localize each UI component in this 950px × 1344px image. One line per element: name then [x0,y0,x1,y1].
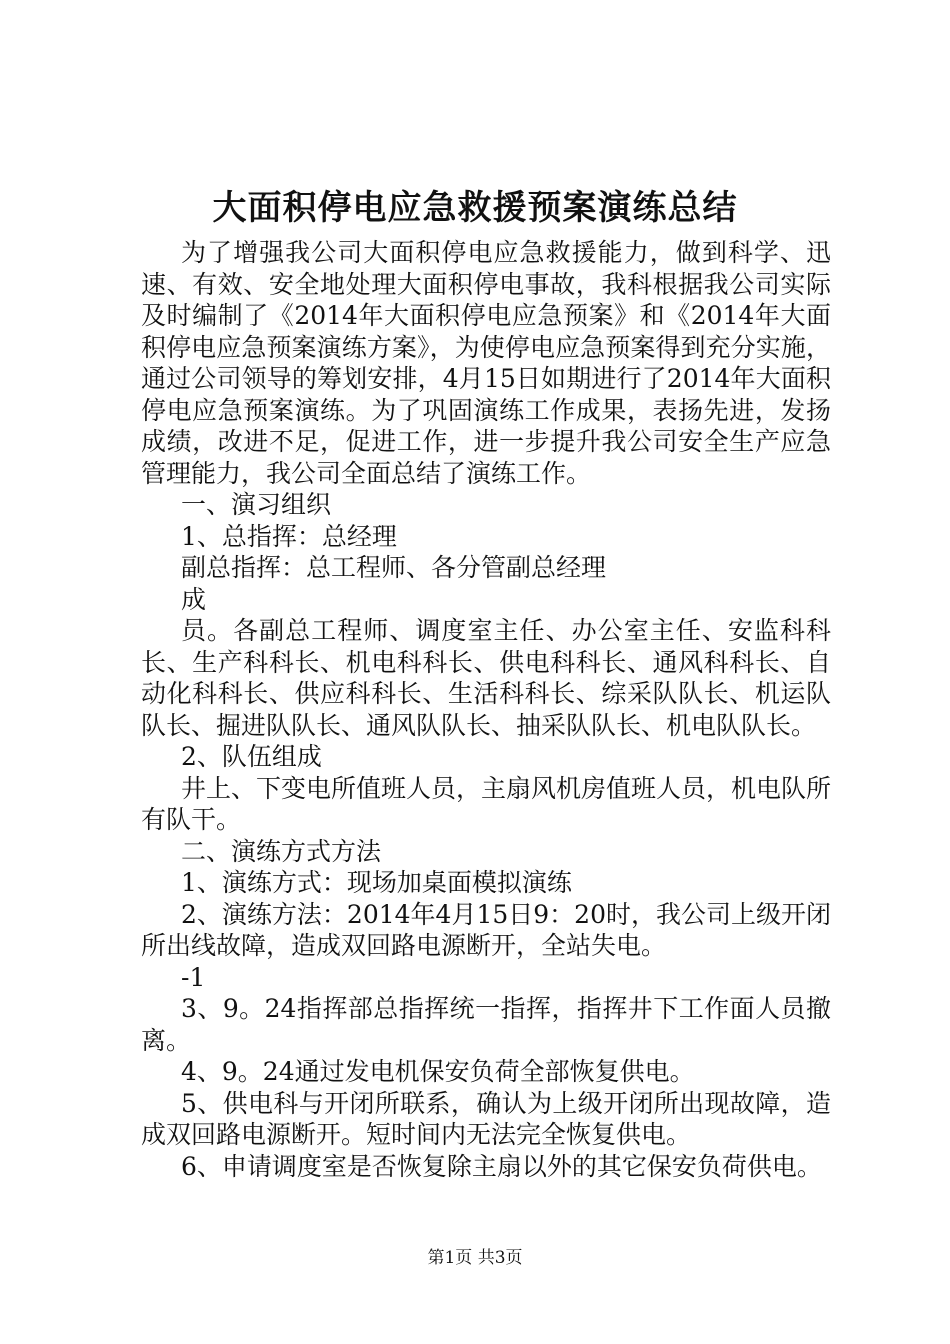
step-5-paragraph: 5、供电科与开闭所联系，确认为上级开闭所出现故障，造成双回路电源断开。短时间内无法完全恢复供电。 [141,1088,831,1149]
team-heading: 2、队伍组成 [181,742,322,771]
drill-mode-line: 1、演练方式：现场加桌面模拟演练 [181,868,572,897]
members-paragraph: 员。各副总工程师、调度室主任、办公室主任、安监科科长、生产科科长、机电科科长、供电科科长、通风科科长、自动化科科长、供应科科长、生活科科长、综采队队长、机运队队长、掘进队队长、通风队队长、抽采队队长、机电队队长。 [141,616,831,740]
document-body [141,237,831,1182]
drill-method-paragraph: 2、演练方法：2014年4月15日9：20时，我公司上级开闭所出线故障，造成双回路电源断开，全站失电。 [141,899,831,960]
intro-paragraph: 为了增强我公司大面积停电应急救援能力，做到科学、迅速、有效、安全地处理大面积停电事故，我科根据我公司实际及时编制了《2014年大面积停电应急预案》和《2014年大面积停电应急预案演练方案》，为使停电应急预案得到充分实施，通过公司领导的筹划安排，4月15日如期进行了2014年大面积停电应急预案演练。为了巩固演练工作成果，表扬先进，发扬成绩，改进不足，促进工作，进一步提升我公司安全生产应急管理能力，我公司全面总结了演练工作。 [141,238,831,488]
step-3-paragraph: 3、9。24指挥部总指挥统一指挥，指挥井下工作面人员撤离。 [141,994,831,1055]
page-footer: 第1页 共3页 [427,1248,523,1268]
step-4-paragraph: 4、9。24通过发电机保安负荷全部恢复供电。 [181,1057,695,1086]
commander-line: 1、总指挥：总经理 [181,521,397,551]
members-label: 成 [181,584,207,614]
team-paragraph: 井上、下变电所值班人员，主扇风机房值班人员，机电队所有队干。 [141,773,832,834]
step-6-paragraph: 6、申请调度室是否恢复除主扇以外的其它保安负荷供电。 [181,1151,822,1181]
section-heading-organization: 一、演习组织 [181,490,332,519]
section-heading-method: 二、演练方式方法 [181,836,382,866]
page-marker: -1 [181,962,206,992]
document-title: 大面积停电应急救援预案演练总结 [212,188,738,228]
deputy-commander-line: 副总指挥：总工程师、各分管副总经理 [181,553,607,582]
